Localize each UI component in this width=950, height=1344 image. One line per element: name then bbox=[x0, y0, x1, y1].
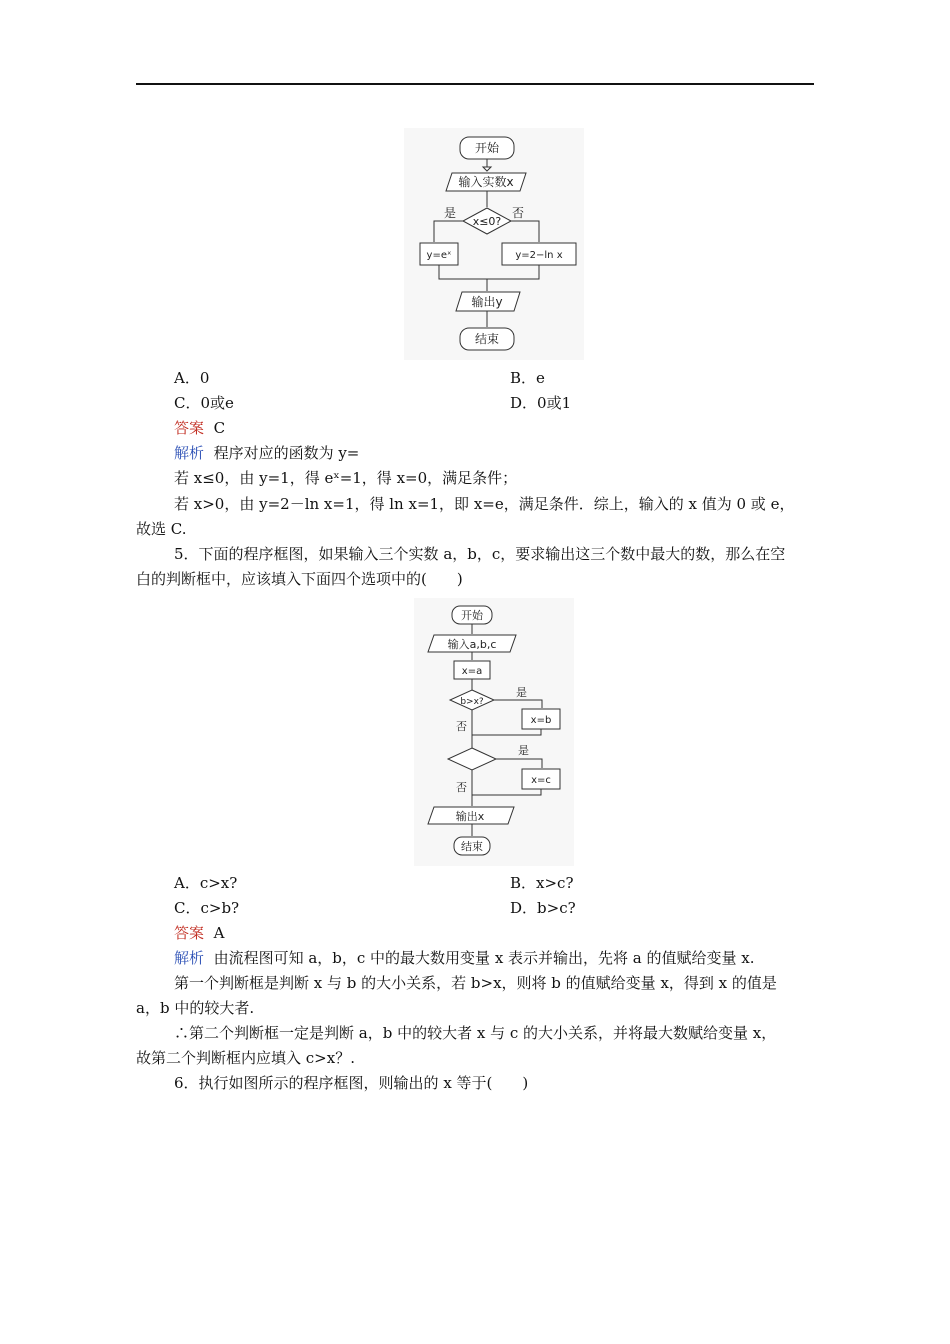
yes-label-1: 是 bbox=[516, 686, 527, 699]
yes-label: 是 bbox=[444, 206, 457, 220]
q4-option-c: C．0或e bbox=[174, 394, 234, 412]
output-text: 输出x bbox=[455, 810, 485, 823]
q4-option-a: A．0 bbox=[174, 369, 210, 387]
analysis-label: 解析 bbox=[174, 949, 205, 967]
assign-a-text: x=a bbox=[461, 666, 483, 677]
q5-option-d: D．b>c? bbox=[510, 899, 576, 917]
no-label-2: 否 bbox=[456, 781, 467, 794]
q4-line3: 若 x>0，由 y=2－ln x=1，得 ln x=1，即 x=e，满足条件．综上，输入的 x 值为 0 或 e， bbox=[174, 495, 795, 513]
answer-label: 答案 bbox=[174, 924, 205, 942]
q5-option-b: B．x>c? bbox=[510, 874, 574, 892]
q4-answer bbox=[174, 418, 225, 438]
answer-value: A bbox=[213, 924, 225, 942]
flowchart-1 bbox=[404, 128, 584, 360]
q4-option-d: D．0或1 bbox=[510, 394, 572, 412]
q5-line4: ∴第二个判断框一定是判断 a，b 中的较大者 x 与 c 的大小关系，并将最大数赋给变量 x， bbox=[174, 1024, 777, 1042]
q6-stem: 6．执行如图所示的程序框图，则输出的 x 等于( ) bbox=[174, 1074, 529, 1092]
assign-b-text: x=b bbox=[530, 715, 552, 726]
right-process-text: y=2−ln x bbox=[515, 250, 563, 261]
q4-analysis bbox=[174, 443, 359, 463]
q5-stem-1: 5．下面的程序框图，如果输入三个实数 a，b，c，要求输出这三个数中最大的数，那么在空 bbox=[174, 545, 786, 563]
answer-label: 答案 bbox=[174, 419, 205, 437]
q4-option-b: B．e bbox=[510, 369, 545, 387]
analysis-label: 解析 bbox=[174, 444, 205, 462]
q5-stem-2: 白的判断框中，应该填入下面四个选项中的( ) bbox=[136, 570, 463, 588]
no-label-1: 否 bbox=[456, 720, 467, 733]
input-text: 输入a,b,c bbox=[447, 638, 497, 651]
start-text: 开始 bbox=[474, 141, 500, 155]
q5-analysis bbox=[174, 948, 755, 968]
q5-option-a: A．c>x? bbox=[174, 874, 238, 892]
yes-label-2: 是 bbox=[518, 744, 529, 757]
analysis-text: 由流程图可知 a，b，c 中的最大数用变量 x 表示并输出，先将 a 的值赋给变量 x. bbox=[213, 949, 755, 967]
q5-line3: a，b 中的较大者. bbox=[136, 999, 255, 1017]
left-process-text: y=eˣ bbox=[426, 250, 452, 261]
q5-answer bbox=[174, 923, 224, 943]
q5-line2: 第一个判断框是判断 x 与 b 的大小关系，若 b>x，则将 b 的值赋给变量 x，得到 x 的值是 bbox=[174, 974, 777, 992]
end-text: 结束 bbox=[461, 840, 483, 853]
start-text: 开始 bbox=[461, 609, 483, 622]
output-text: 输出y bbox=[471, 295, 503, 309]
end-text: 结束 bbox=[474, 332, 500, 346]
assign-c-text: x=c bbox=[531, 775, 551, 786]
q5-line5: 故第二个判断框内应填入 c>x？. bbox=[136, 1049, 355, 1067]
decision-1-text: b>x? bbox=[460, 697, 484, 707]
q4-line2: 若 x≤0，由 y=1，得 eˣ=1，得 x=0，满足条件； bbox=[174, 469, 518, 487]
flowchart-2 bbox=[414, 598, 574, 866]
answer-value: C bbox=[213, 419, 226, 437]
no-label: 否 bbox=[512, 206, 525, 220]
decision-text: x≤0? bbox=[472, 215, 502, 228]
input-text: 输入实数x bbox=[458, 175, 514, 189]
q5-option-c: C．c>b? bbox=[174, 899, 240, 917]
q4-line4: 故选 C. bbox=[136, 520, 187, 538]
analysis-text: 程序对应的函数为 y= bbox=[213, 444, 360, 462]
header-rule bbox=[136, 83, 814, 85]
